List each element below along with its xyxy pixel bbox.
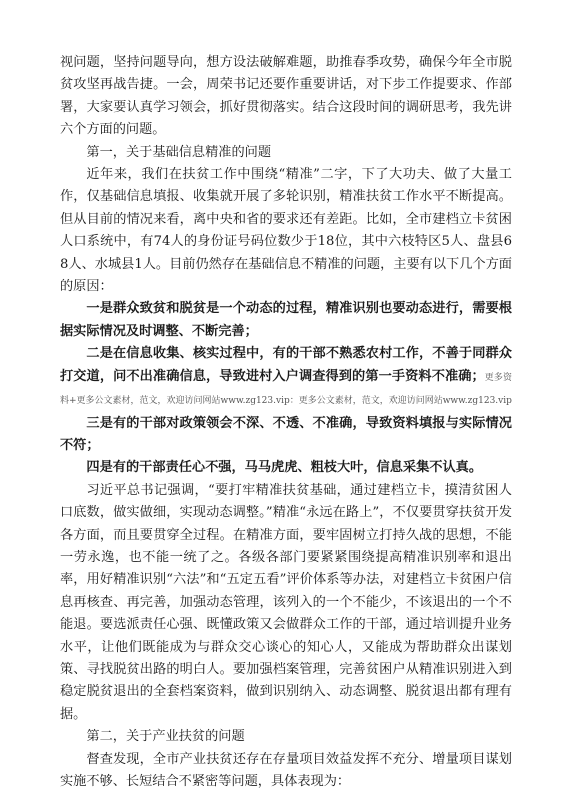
paragraph-background: 近年来，我们在扶贫工作中围绕“精准”二字，下了大功夫、做了大量工作，仅基础信息填报、收集就开展了多轮识别，精准扶贫工作水平不断提高。但从目前的情况来看，离中央和省的要求还有差距。比如，全市建档立卡贫困人口系统中，有74人的身份证号码位数少于18位，其中六枝特区5人、盘县68人、水城县1人。目前仍然存在基础信息不精准的问题，主要有以下几个方面的原因： — [60, 167, 512, 295]
reason-2-text: 二是在信息收集、核实过程中，有的干部不熟悉农村工作，不善于同群众打交道，问不出准确信息，导致进村入户调查得到的第一手资料不准确； — [60, 346, 512, 384]
paragraph-industry: 督查发现，全市产业扶贫还存在存量项目效益发挥不充分、增量项目谋划实施不够、长短结合不紧密等问题，具体表现为： — [60, 751, 512, 789]
watermark-text: 更多资料+更多公文素材，范文，欢迎访问网站www.zg123.vip：更多公文素材，范文，欢迎访问网站www.zg123.vip — [60, 372, 512, 407]
reason-4: 四是有的干部责任心不强，马马虎虎、粗枝大叶，信息采集不认真。 — [86, 460, 483, 476]
reason-3: 三是有的干部对政策领会不深、不透、不准确，导致资料填报与实际情况不符； — [60, 415, 512, 453]
reason-1: 一是群众致贫和脱贫是一个动态的过程，精准识别也要动态进行，需要根据实际情况及时调整、不断完善； — [60, 301, 512, 339]
section-heading-1: 第一，关于基础信息精准的问题 — [86, 144, 272, 160]
paragraph-intro: 视问题，坚持问题导向，想方设法破解难题，助推春季攻势，确保今年全市脱贫攻坚再战告捷。一会，周荣书记还要作重要讲话，对下步工作提要求、作部署，大家要认真学习领会，抓好贯彻落实。结合这段时间的调研思考，我先讲六个方面的问题。 — [60, 55, 512, 138]
document-page — [60, 52, 512, 793]
reason-2 — [60, 343, 512, 412]
section-heading-2: 第二，关于产业扶贫的问题 — [86, 729, 245, 745]
paragraph-requirements: 习近平总书记强调，“要打牢精准扶贫基础，通过建档立卡，摸清贫困人口底数，做实做细，实现动态调整。”精准“永远在路上”，不仅要贯穿扶贫开发各方面，而且要贯穿全过程。在精准方面，要牢固树立打持久战的思想，不能一劳永逸，也不能一统了之。各级各部门要紧紧围绕提高精准识别率和退出率，用好精准识别“六法”和“五定五看”评价体系等办法，对建档立卡贫困户信息再核查、再完善，加强动态管理，该列入的一个不能少，不该退出的一个不能退。要选派责任心强、既懂政策又会做群众工作的干部，通过培训提升业务水平，让他们既能成为与群众交心谈心的知心人，又能成为帮助群众出谋划策、寻找脱贫出路的明白人。要加强档案管理，完善贫困户从精准识别进入到稳定脱贫退出的全套档案资料，做到识别纳入、动态调整、脱贫退出都有理有据。 — [60, 482, 512, 722]
